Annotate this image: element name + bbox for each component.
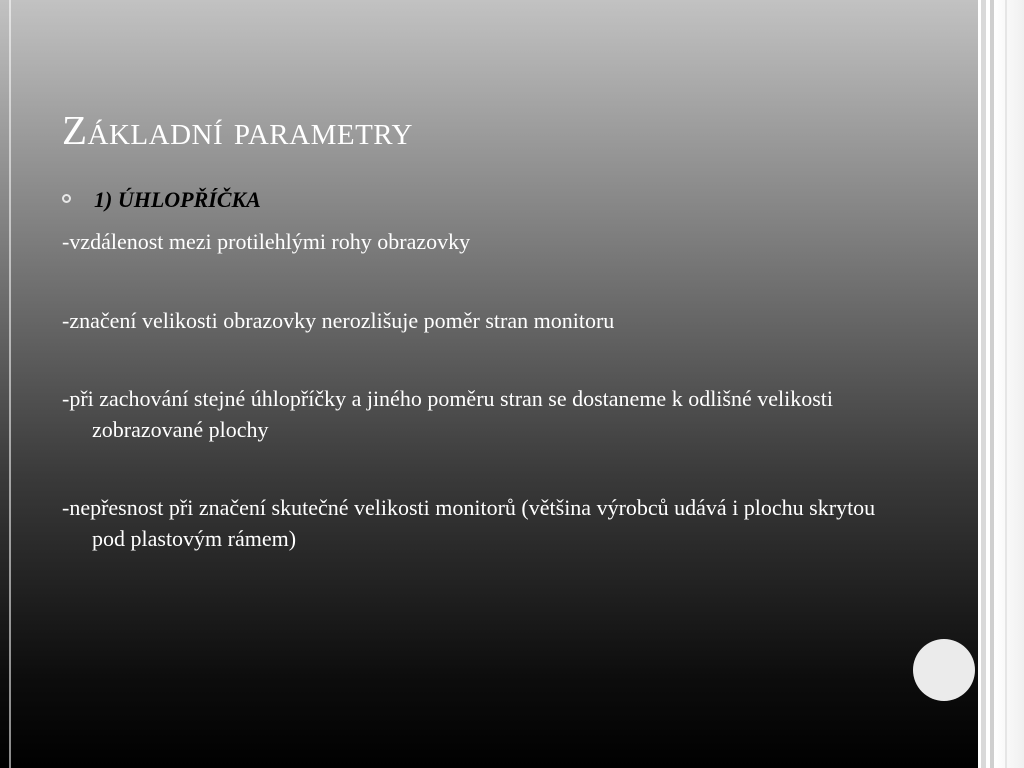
edge-stripe: [1005, 0, 1007, 768]
paragraph-4: -nepřesnost při značení skutečné velikosti monitorů (většina výrobců udává i plochu skrytou pod plastovým rámem): [62, 495, 876, 551]
bullet-circle-icon: [62, 194, 71, 203]
paragraph-3: -při zachování stejné úhlopříčky a jiného poměru stran se dostaneme k odlišné velikosti zobrazované plochy: [62, 386, 834, 442]
circle-decoration-icon: [913, 639, 975, 701]
paragraph-2: -značení velikosti obrazovky nerozlišuje poměr stran monitoru: [62, 308, 615, 333]
bullet-item: [62, 180, 892, 222]
paragraph-1: -vzdálenost mezi protilehlými rohy obrazovky: [62, 229, 471, 254]
edge-side-panel: [994, 0, 1024, 768]
bullet-heading: 1) ÚHLOPŘÍČKA: [94, 187, 261, 212]
left-border-line: [9, 0, 11, 768]
slide-content: [62, 180, 892, 554]
slide-title: Základní parametry: [62, 107, 413, 153]
